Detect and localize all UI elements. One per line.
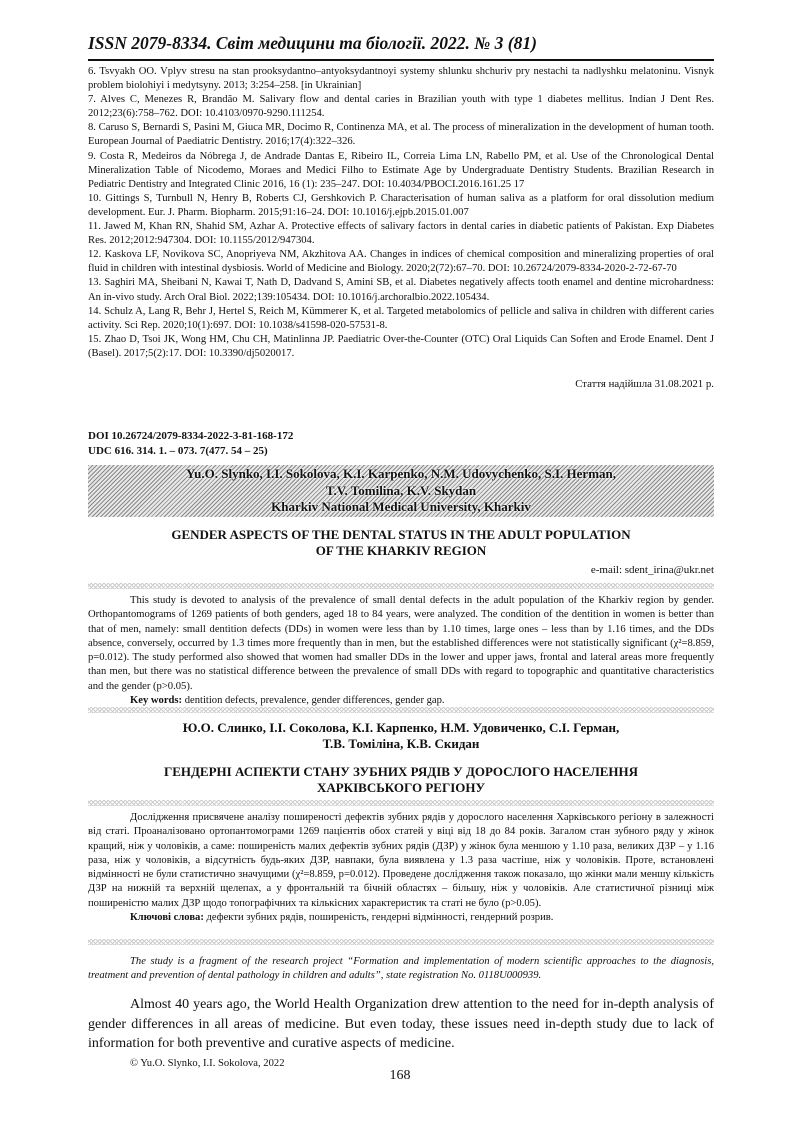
reference-item: 8. Caruso S, Bernardi S, Pasini M, Giuca MR, Docimo R, Continenza MA, et al. The process of mineralization in the development of human tooth. European Journal of Paediatric Dentistry. 2016;17(4):322–326. (88, 122, 714, 148)
reference-item: 11. Jawed M, Khan RN, Shahid SM, Azhar A. Protective effects of salivary factors in dental caries in diabetic patients of Pakistan. Exp Diabetes Res. 2012;2012:947304. DOI: 10.1155/2012/947304. (88, 221, 714, 247)
reference-item: 6. Tsvyakh OO. Vplyv stresu na stan prooksydantno–antyoksydantnoyi systemy shlunku shchuriv pry nestachi ta nadlyshku melatoninu. Visnyk problem biolohiyi i medytsyny. 2013; 3:254–258. [in Ukrainian] (88, 66, 714, 92)
reference-item: 9. Costa R, Medeiros da Nóbrega J, de Andrade Dantas E, Ribeiro IL, Correia Lima LN, Rabello PM, et al. Use of the Chronological Dental Mineralization Table of Nicodemo, Moraes and Medici Filho to Estimate Age by Undergraduate Dentistry Students. Brazilian Research in Pediatric Dentistry and Integrated Clinic 2016, 16 (1): 235–247. DOI: 10.4034/PBOCI.2016.161.25 17 (88, 150, 714, 190)
divider (88, 939, 714, 945)
doi: DOI 10.26724/2079-8334-2022-3-81-168-172 (88, 430, 294, 442)
abstract-text: This study is devoted to analysis of the prevalence of small dental defects in the adult population of the Kharkiv region by gender. Orthopantomograms of 1269 patients of both genders, aged 18 to 84 years, were analyzed. The condition of the dentition in women is better than that of men, namely: small dentition defects (DDs) in women were less than by 1.10 times, large ones – less than by 1.16 times, and the DDs absence, conversely, occurred by 1.3 times more frequently than in men, but the established differences were not statistically significant (χ²=8.859, p=0.012). The study performed also showed that women had smaller DDs in the lower and upper jaws, frontal and lateral areas more frequently than men, but there was no statistical difference between the prevalence of small DDs with regard to topographic and quantitative characteristics and the gender (p>0.05). (88, 595, 714, 692)
title-line: ХАРКІВСЬКОГО РЕГІОНУ (316, 780, 486, 795)
reference-item: 12. Kaskova LF, Novikova SC, Anopriyeva NM, Akzhitova AA. Changes in indices of chemical composition and mineralizing properties of oral fluid in children with intestinal dysbiosis. World of Medicine and Biology. 2020;2(72):67–70. DOI: 10.26724/2079-8334-2020-2-72-67-70 (88, 249, 714, 275)
reference-item: 14. Schulz A, Lang R, Behr J, Hertel S, Reich M, Kümmerer K, et al. Targeted metabolomics of pellicle and saliva in children with different caries activity. Sci Rep. 2020;10(1):697. DOI: 10.1038/s41598-020-57531-8. (88, 305, 714, 331)
keywords-uk (88, 911, 714, 925)
authors-line: T.V. Tomilina, K.V. Skydan (325, 482, 477, 498)
udc: UDC 616. 314. 1. – 073. 7(477. 54 – 25) (88, 445, 268, 457)
title-line: GENDER ASPECTS OF THE DENTAL STATUS IN THE ADULT POPULATION (171, 527, 631, 542)
article-title-uk (88, 764, 714, 796)
keywords-text: dentition defects, prevalence, gender differences, gender gap. (182, 695, 445, 707)
keywords-text: дефекти зубних рядів, поширеність, гендерні відмінності, гендерний розрив. (203, 912, 554, 924)
authors-line: Т.В. Томіліна, К.В. Скидан (322, 736, 480, 751)
header-rule (88, 59, 714, 61)
abstract-uk (88, 811, 714, 925)
keywords-label: Ключові слова: (130, 912, 204, 924)
reference-item: 13. Saghiri MA, Sheibani N, Kawai T, Nath D, Dadvand S, Amini SB, et al. Diabetes negatively affects tooth enamel and dentine microhardness: An in-vivo study. Arch Oral Biol. 2022;139:105434. DOI: 10.1016/j.archoralbio.2022.105434. (88, 277, 714, 303)
authors-line: Ю.О. Слинко, І.І. Соколова, К.І. Карпенко, Н.М. Удовиченко, С.І. Герман, (182, 720, 620, 735)
divider (88, 800, 714, 806)
authors-line: Yu.O. Slynko, I.I. Sokolova, K.I. Karpenko, N.M. Udovychenko, S.I. Herman, (185, 466, 617, 481)
funding-note: The study is a fragment of the research project “Formation and implementation of modern scientific approaches to the diagnosis, treatment and prevention of dental pathology in children and adults”, state registration No. 0118U000939. (88, 956, 714, 982)
reference-item: 10. Gittings S, Turnbull N, Henry B, Roberts CJ, Gershkovich P. Characterisation of human saliva as a platform for oral dissolution medium development. Eur. J. Pharm. Biopharm. 2015;91:16–24. DOI: 10.1016/j.ejpb.2015.01.007 (88, 192, 714, 218)
divider (88, 583, 714, 589)
divider (88, 707, 714, 713)
authors-box-en (88, 465, 714, 517)
abstract-en (88, 594, 714, 708)
abstract-text: Дослідження присвячене аналізу поширеності дефектів зубних рядів у дорослого населення Харківського регіону в залежності від статі. Проаналізовано ортопантомограми 1269 пацієнтів обох статей у віці від 18 до 84 років. Загалом стан зубного ряду у жінок кращий, ніж у чоловіків, а саме: поширеність малих дефектів зубних рядів (ДЗР) у жінок була меншою у 1.10 раза, великих ДЗР – у 1.16 раза, ніж у чоловіків, а відсутність будь-яких ДЗР, навпаки, була виявлена у 1.3 раза частіше, ніж у чоловіків. Проте, встановлені відмінності не були статистично значущими (χ²=8.859, p=0.012). Проведене дослідження також показало, що жінки мали меншу кількість ДЗР на нижній та верхній щелепах, а у фронтальній та бічній областях – більшу, ніж у чоловіків. Але статистичної різниці між поширеністю малих ДЗР щодо топографічних та кількісних характеристик та статі не було (p>0.05). (88, 812, 714, 909)
reference-item: 15. Zhao D, Tsoi JK, Wong HM, Chu CH, Matinlinna JP. Paediatric Over-the-Counter (OTC) Oral Liquids Can Soften and Erode Enamel. Dent J (Basel). 2017;5(2):17. DOI: 10.3390/dj5020017. (88, 333, 714, 359)
title-line: OF THE KHARKIV REGION (315, 543, 487, 558)
contact-email: e-mail: sdent_irina@ukr.net (590, 564, 714, 576)
copyright: © Yu.O. Slynko, I.I. Sokolova, 2022 (130, 1058, 285, 1069)
authors-uk (88, 720, 714, 752)
title-line: ГЕНДЕРНІ АСПЕКТИ СТАНУ ЗУБНИХ РЯДІВ У ДОРОСЛОГО НАСЕЛЕННЯ (163, 764, 639, 779)
journal-header: ISSN 2079-8334. Світ медицини та біології. 2022. № 3 (81) (88, 33, 537, 53)
article-title-en (88, 527, 714, 559)
affiliation: Kharkiv National Medical University, Kharkiv (271, 499, 531, 514)
article-identifiers (88, 429, 714, 459)
received-date: Стаття надійшла 31.08.2021 р. (575, 378, 714, 390)
page-number: 168 (389, 1068, 411, 1083)
keywords-label: Key words: (130, 695, 183, 707)
intro-paragraph: Almost 40 years ago, the World Health Organization drew attention to the need for in-depth analysis of gender differences in all areas of medicine. But even today, these issues need in-depth study due to lack of information for both preventive and curative aspects of medicine. (88, 997, 714, 1051)
reference-item: 7. Alves C, Menezes R, Brandão M. Salivary flow and dental caries in Brazilian youth with type 1 diabetes mellitus. Indian J Dent Res. 2012;23(6):758–762. DOI: 10.4103/0970-9290.111254. (88, 94, 714, 120)
reference-list (88, 65, 714, 361)
